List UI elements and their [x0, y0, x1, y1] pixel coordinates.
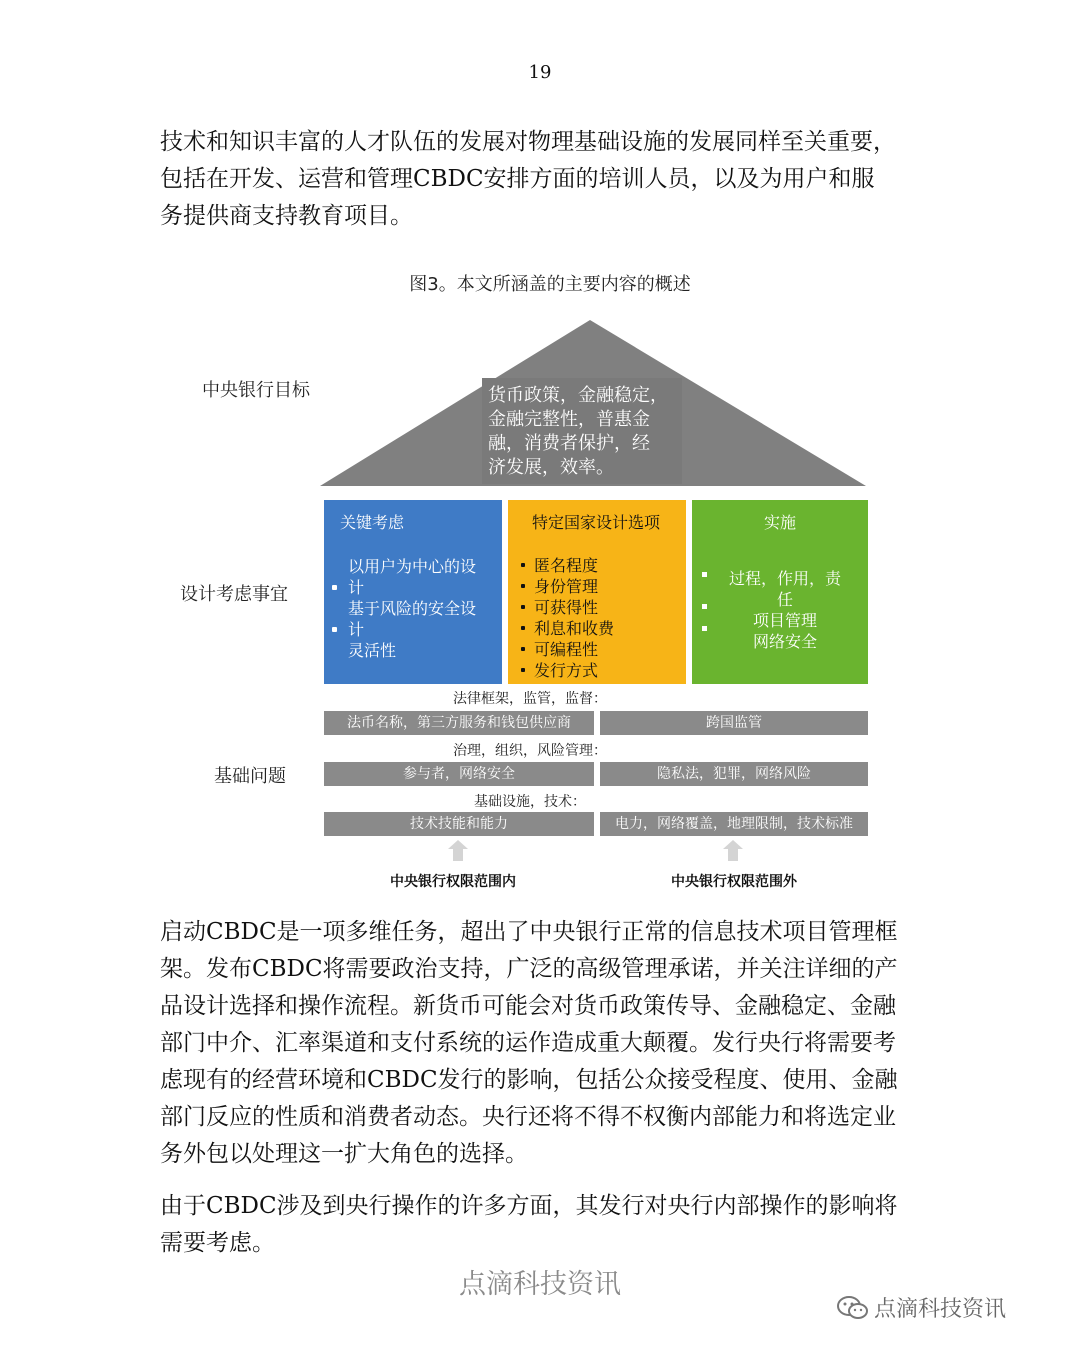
list-item-text: 以用户为中心的设	[348, 557, 477, 576]
governance-heading: 治理，组织，风险管理：	[453, 743, 607, 759]
list-item-text: 利息和收费	[534, 619, 615, 638]
pillar-list	[534, 555, 614, 681]
inside-mandate-label: 中央银行权限范围内	[390, 874, 516, 890]
paragraph-2	[160, 914, 955, 1173]
list-item-text: 匿名程度	[534, 556, 599, 575]
bullet-icon	[521, 563, 525, 567]
list-item-text: 身份管理	[534, 577, 599, 596]
pillar-title: 特定国家设计选项	[532, 513, 661, 532]
pillar-key-considerations	[324, 500, 502, 684]
legal-right-bar: 跨国监管	[600, 711, 868, 735]
wechat-icon	[836, 1295, 870, 1321]
list-item	[534, 639, 614, 660]
bullet-icon	[332, 627, 337, 632]
pillar-list	[348, 556, 476, 661]
list-item	[348, 556, 476, 577]
list-item	[348, 619, 476, 640]
list-item	[348, 640, 476, 661]
roof-line: 融，消费者保护，经	[488, 433, 650, 454]
list-item	[348, 598, 476, 619]
list-item-text: 计	[348, 620, 365, 639]
page-number: 19	[528, 62, 552, 83]
roof-line: 济发展，效率。	[488, 457, 614, 478]
pillar-title: 关键考虑	[340, 513, 405, 532]
paragraph-line: 品设计选择和操作流程。新货币可能会对货币政策传导、金融稳定、金融	[160, 993, 896, 1019]
list-item: 过程，作用，责	[728, 569, 841, 588]
list-item-text: 灵活性	[348, 641, 397, 660]
watermark-corner-text: 点滴科技资讯	[874, 1297, 1007, 1322]
watermark-corner	[836, 1292, 1006, 1323]
paragraph-line: 由于CBDC涉及到央行操作的许多方面，其发行对央行内部操作的影响将	[160, 1193, 898, 1219]
infrastructure-right-bar: 电力，网络覆盖，地理限制，技术标准	[600, 812, 868, 836]
paragraph-line: 务提供商支持教育项目。	[160, 203, 413, 229]
list-item	[534, 618, 614, 639]
bullet-icon	[521, 626, 525, 630]
paragraph-line: 部门反应的性质和消费者动态。央行还将不得不权衡内部能力和将选定业	[160, 1104, 896, 1130]
list-item	[534, 597, 614, 618]
pillar-country-design	[508, 500, 686, 684]
list-item: 任	[776, 590, 793, 609]
row-label-goals: 中央银行目标	[202, 380, 310, 401]
paragraph-1	[160, 124, 955, 235]
pillar-implementation	[692, 500, 868, 684]
paragraph-line: 部门中介、汇率渠道和支付系统的运作造成重大颠覆。发行央行将需要考	[160, 1030, 896, 1056]
bullet-icon	[521, 584, 525, 588]
pillar-list	[692, 568, 868, 652]
list-item	[534, 660, 614, 681]
list-item: 网络安全	[752, 632, 817, 651]
list-item-text: 可编程性	[534, 640, 599, 659]
governance-right-bar: 隐私法，犯罪，网络风险	[600, 762, 868, 786]
list-item	[534, 555, 614, 576]
figure-caption: 图3。本文所涵盖的主要内容的概述	[409, 274, 691, 295]
bullet-icon	[521, 647, 525, 651]
infrastructure-heading: 基础设施，技术：	[474, 794, 586, 810]
paragraph-line: 务外包以处理这一扩大角色的选择。	[160, 1141, 528, 1167]
paragraph-line: 启动CBDC是一项多维任务，超出了中央银行正常的信息技术项目管理框	[160, 919, 898, 945]
list-item: 项目管理	[752, 611, 817, 630]
bullet-icon	[521, 605, 525, 609]
paragraph-line: 需要考虑。	[160, 1230, 275, 1256]
roof-goals-text	[488, 384, 668, 480]
list-item	[534, 576, 614, 597]
list-item-text: 可获得性	[534, 598, 599, 617]
list-item	[348, 577, 476, 598]
paragraph-line: 架。发布CBDC将需要政治支持，广泛的高级管理承诺，并关注详细的产	[160, 956, 898, 982]
pillar-title: 实施	[763, 513, 796, 532]
outside-mandate-label: 中央银行权限范围外	[671, 874, 797, 890]
governance-left-bar: 参与者，网络安全	[324, 762, 594, 786]
list-item-text: 基于风险的安全设	[348, 599, 477, 618]
paragraph-line: 虑现有的经营环境和CBDC发行的影响，包括公众接受程度、使用、金融	[160, 1067, 898, 1093]
list-item-text: 发行方式	[534, 661, 599, 680]
roof-line: 货币政策，金融稳定，	[488, 385, 668, 406]
row-label-design: 设计考虑事宜	[180, 584, 288, 605]
infrastructure-left-bar: 技术技能和能力	[324, 812, 594, 836]
paragraph-line: 技术和知识丰富的人才队伍的发展对物理基础设施的发展同样至关重要，	[160, 129, 896, 155]
paragraph-3	[160, 1188, 955, 1262]
watermark-text: 点滴科技资讯	[459, 1269, 621, 1300]
overview-figure	[180, 300, 870, 900]
list-item-text: 计	[348, 578, 365, 597]
row-label-foundations: 基础问题	[214, 766, 286, 787]
legal-heading: 法律框架，监管，监督：	[453, 691, 607, 707]
paragraph-line: 包括在开发、运营和管理CBDC安排方面的培训人员，以及为用户和服	[160, 166, 875, 192]
bullet-icon	[332, 585, 337, 590]
roof-line: 金融完整性，普惠金	[488, 409, 650, 430]
legal-left-bar: 法币名称，第三方服务和钱包供应商	[324, 711, 594, 735]
bullet-icon	[521, 668, 525, 672]
